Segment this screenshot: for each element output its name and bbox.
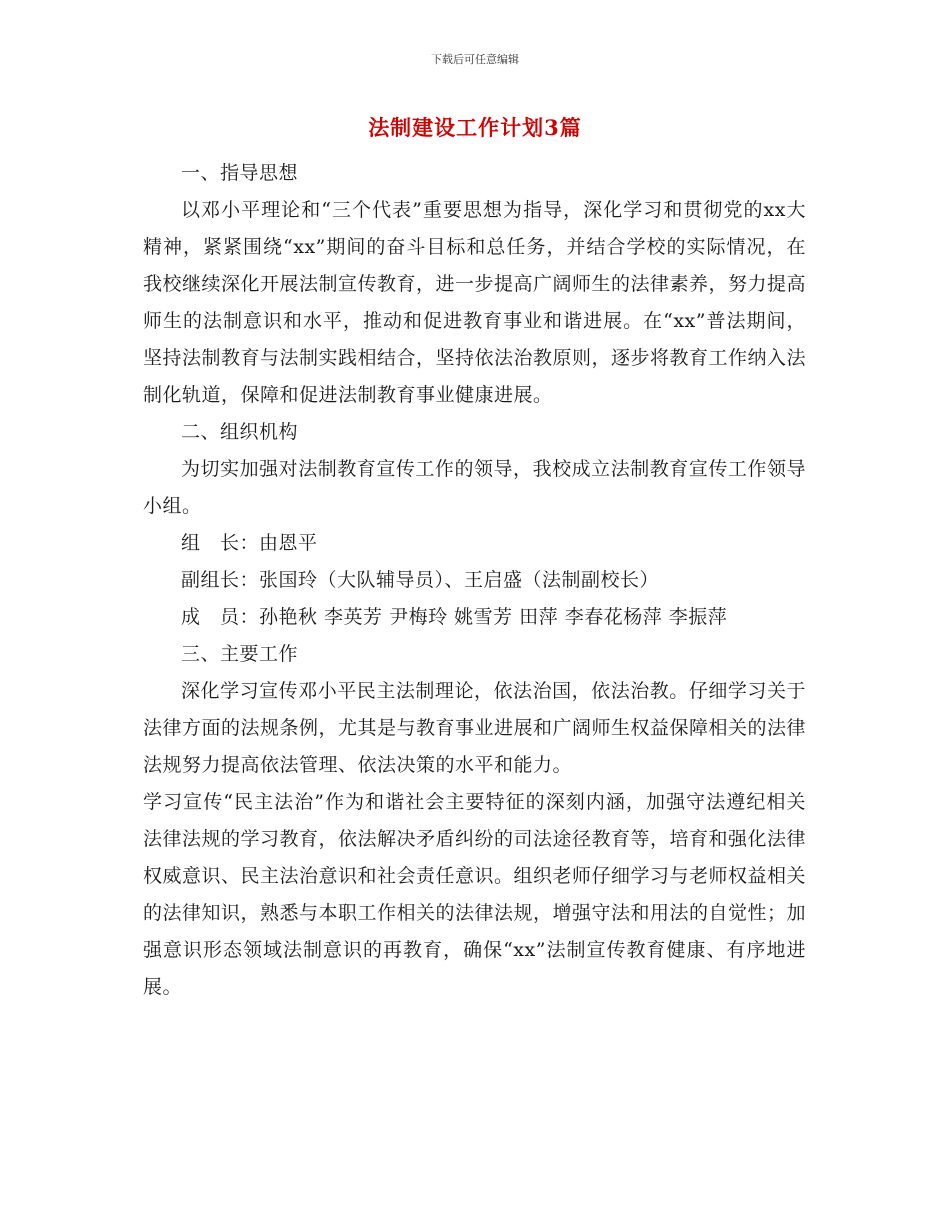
members-line: 成 员：孙艳秋 李英芳 尹梅玲 姚雪芳 田萍 李春花杨萍 李振萍 (181, 606, 728, 628)
paragraph-organization: 为切实加强对法制教育宣传工作的领导，我校成立法制教育宣传工作领导小组。 (143, 458, 806, 517)
paragraph-main-work-1: 深化学习宣传邓小平民主法制理论，依法治国，依法治教。仔细学习关于法律方面的法规条例，尤其是与教育事业进展和广阔师生权益保障相关的法律法规努力提高依法管理、依法决策的水平和能力。 (143, 680, 807, 776)
document-title: 法制建设工作计划3篇 (368, 115, 582, 140)
paragraph-guiding-ideology: 以邓小平理论和“三个代表”重要思想为指导，深化学习和贯彻党的xx大精神，紧紧围绕“xx”期间的奋斗目标和总任务，并结合学校的实际情况，在我校继续深化开展法制宣传教育，进一步提高广阔师生的法律素养，努力提高师生的法制意识和水平，推动和促进教育事业和谐进展。在“xx”普法期间，坚持法制教育与法制实践相结合，坚持依法治教原则，逐步将教育工作纳入法制化轨道，保障和促进法制教育事业健康进展。 (143, 199, 807, 406)
paragraph-main-work-2: 学习宣传“民主法治”作为和谐社会主要特征的深刻内涵，加强守法遵纪相关法律法规的学习教育，依法解决矛盾纠纷的司法途径教育等，培育和强化法律权威意识、民主法治意识和社会责任意识。组织老师仔细学习与老师权益相关的法律知识，熟悉与本职工作相关的法律法规，增强守法和用法的自觉性；加强意识形态领域法制意识的再教育，确保“xx”法制宣传教育健康、有序地进展。 (143, 791, 807, 998)
section-heading-organization: 二、组织机构 (181, 421, 299, 443)
header-note: 下载后可任意编辑 (431, 53, 519, 66)
section-heading-main-work: 三、主要工作 (181, 643, 299, 665)
document-body (143, 155, 806, 1006)
section-heading-guiding-ideology: 一、指导思想 (181, 162, 299, 184)
deputy-leader-line: 副组长：张国玲（大队辅导员）、王启盛（法制副校长） (181, 569, 660, 591)
group-leader-line: 组 长：由恩平 (181, 532, 318, 554)
